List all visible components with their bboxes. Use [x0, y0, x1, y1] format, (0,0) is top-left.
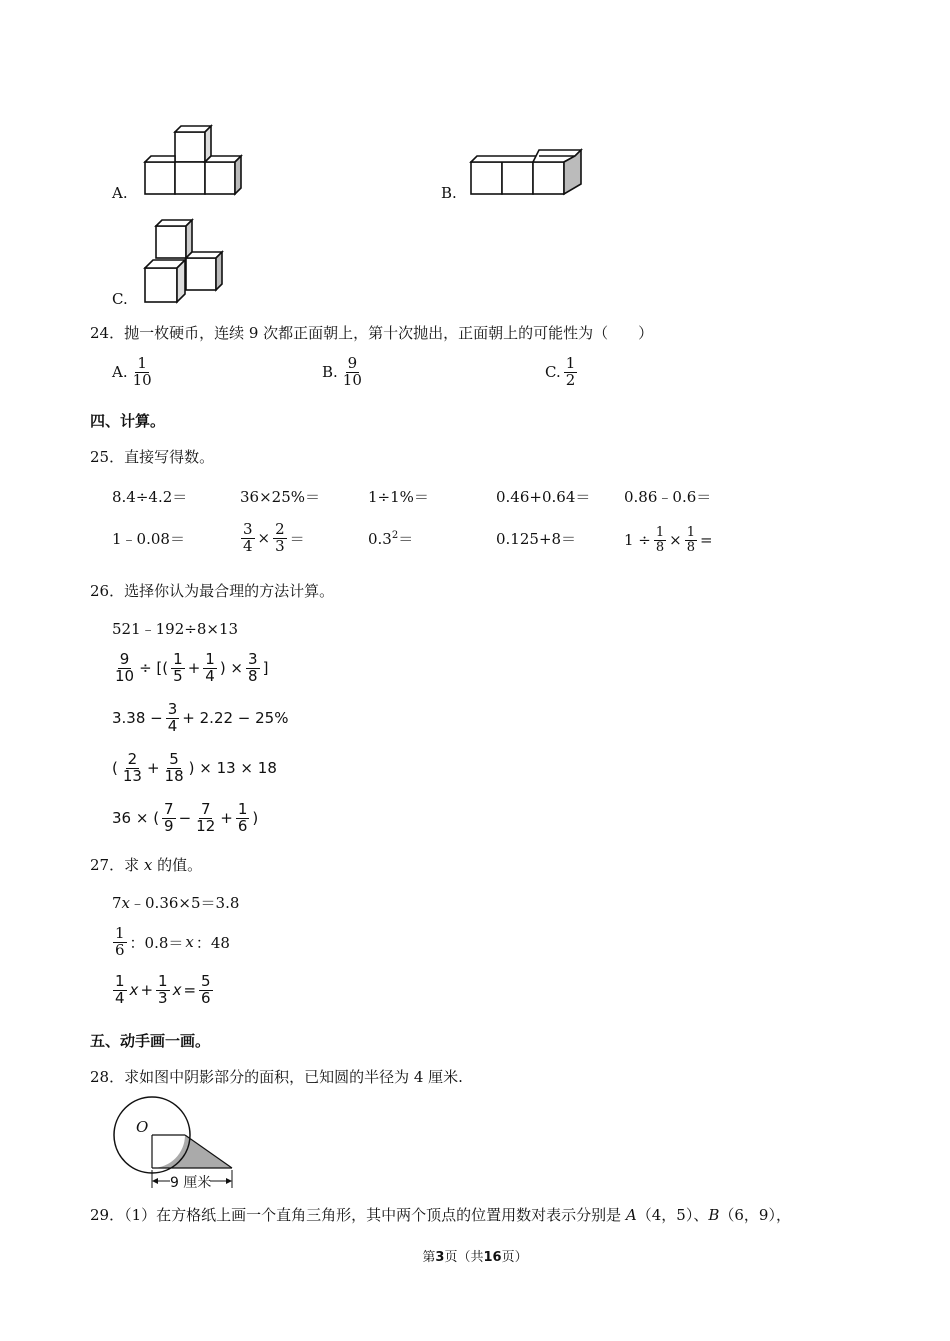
q23-option-c-figure	[140, 216, 232, 306]
q26-expr-2: $\frac{9}{10}$ ÷ [( $\frac{1}{5}$ + $\frac{1}{4}$ ) × $\frac{3}{8}$ ]	[115, 650, 269, 685]
q27-equation-2: $\frac{1}{6}$ ：0.8＝ x ：48	[115, 924, 230, 959]
q23-option-b-figure	[468, 146, 588, 198]
q23-option-a-figure	[140, 124, 250, 198]
q25-item-8: $0.3^2=$	[368, 530, 414, 548]
q29-question-text: 29．（1）在方格纸上画一个直角三角形，其中两个顶点的位置用数对表示分别是 A（4，5）、B（6，9），	[90, 1206, 791, 1224]
q28-dimension-label: 9 厘米	[170, 1175, 212, 1191]
q24-option-b-fraction: $\frac{9}{10}$	[342, 354, 362, 389]
q26-expr-1: 521﹣192÷8×13	[112, 620, 239, 638]
q24-option-c	[545, 356, 578, 389]
q26-expr-5: 36 × ( $\frac{7}{9}$ − $\frac{7}{12}$ + $\frac{1}{6}$ )	[112, 800, 259, 835]
q25-item-5: 0.86﹣0.6＝	[624, 488, 712, 506]
q24-option-b	[322, 356, 365, 389]
q25-item-3: 1÷1%＝	[368, 488, 429, 506]
q27-question-text: 27．求 x 的值。	[90, 856, 203, 874]
q24-option-a-fraction: $\frac{1}{10}$	[132, 354, 152, 389]
q23-option-a-label: A.	[112, 184, 128, 202]
q24-option-c-label: C.	[545, 363, 561, 382]
section-5-heading: 五、动手画一画。	[90, 1032, 211, 1050]
q28-center-label: O	[136, 1118, 149, 1136]
q26-question-text: 26．选择你认为最合理的方法计算。	[90, 582, 335, 600]
page-footer: 第3页（共16页）	[422, 1250, 528, 1265]
q23-option-c-label: C.	[112, 290, 128, 308]
q27-equation-1: 7x﹣0.36×5＝3.8	[112, 894, 240, 912]
q25-question-text: 25．直接写得数。	[90, 448, 215, 466]
q25-item-4: 0.46+0.64＝	[496, 488, 591, 506]
q24-option-a	[112, 356, 155, 389]
q25-item-6: 1﹣0.08＝	[112, 530, 185, 548]
q25-item-9: 0.125+8＝	[496, 530, 577, 548]
q24-question-text: 24．抛一枚硬币，连续 9 次都正面朝上，第十次抛出，正面朝上的可能性为（ ）	[90, 324, 654, 342]
q23-option-b-label: B.	[441, 184, 457, 202]
q24-option-a-label: A.	[112, 363, 128, 382]
q27-equation-3: $\frac{1}{4}$ x + $\frac{1}{3}$ x = $\frac{5}{6}$	[115, 972, 211, 1007]
section-4-heading: 四、计算。	[90, 412, 166, 430]
q25-item-1: 8.4÷4.2＝	[112, 488, 188, 506]
q28-question-text: 28．求如图中阴影部分的面积，已知圆的半径为 4 厘米.	[90, 1068, 463, 1086]
q26-expr-4: ( $\frac{2}{13}$ + $\frac{5}{18}$ ) × 13 × 18	[112, 750, 277, 785]
q24-option-b-label: B.	[322, 363, 338, 382]
q26-expr-3: 3.38 − $\frac{3}{4}$ + 2.22 − 25%	[112, 700, 289, 735]
q24-option-c-fraction: $\frac{1}{2}$	[565, 354, 576, 389]
q25-item-10: 1 ÷ $\frac{1}{8}$ × $\frac{1}{8}$ =	[624, 525, 713, 555]
q25-item-2: 36×25%＝	[240, 488, 320, 506]
q25-item-7: $\frac{3}{4}$ × $\frac{2}{3}$ ＝	[243, 520, 305, 555]
